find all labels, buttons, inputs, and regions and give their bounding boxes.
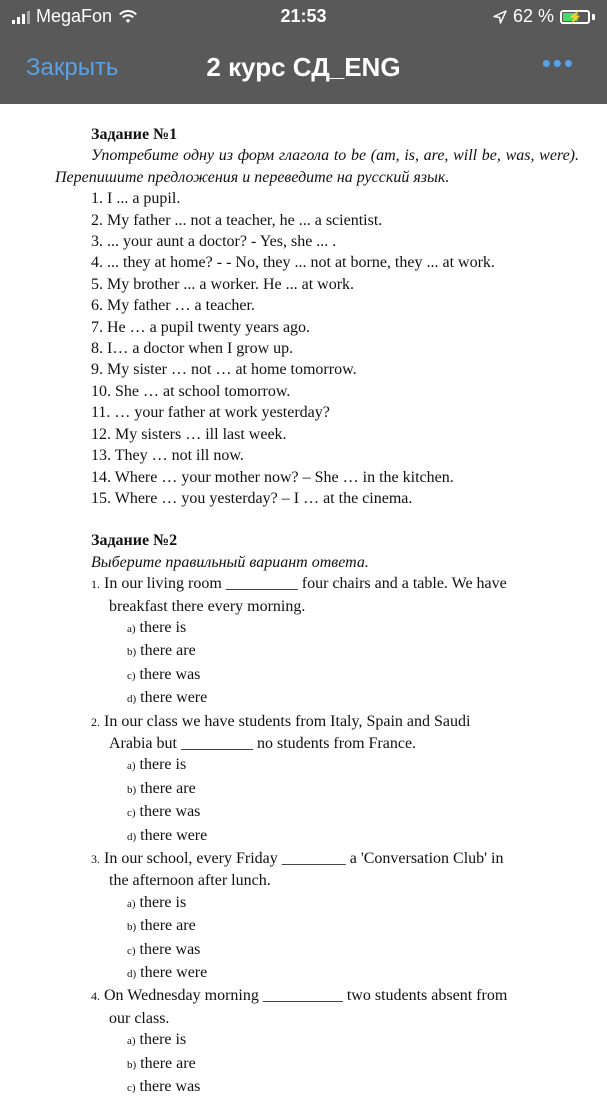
task1-instruction: Употребите одну из форм глагола to be (am, is, are, will be, was, were). Перепишите предложения и переведите на русский язык. — [55, 147, 579, 186]
question-text-line2: breakfast there every morning. — [109, 597, 306, 615]
question-number: 1. — [91, 577, 100, 592]
question-text-line1: In our class we have students from Italy, Spain and Saudi — [104, 712, 471, 730]
answer-option — [0, 640, 607, 663]
option-text: there was — [139, 803, 201, 821]
answer-option — [0, 664, 607, 687]
question-text-line2: the afternoon after lunch. — [109, 872, 271, 890]
battery-icon: ⚡ — [560, 10, 590, 24]
option-text: there is — [139, 1031, 187, 1049]
battery-percent: 62 % — [512, 6, 554, 26]
option-text: there are — [140, 1054, 196, 1072]
option-text: there was — [139, 940, 201, 958]
option-letter: b) — [127, 646, 137, 659]
nav-bar — [0, 42, 607, 94]
question-text-line1: On Wednesday morning __________ two students absent from — [104, 987, 508, 1005]
option-text: there was — [139, 1078, 201, 1096]
option-letter: d) — [127, 968, 137, 981]
option-text: there were — [140, 689, 208, 707]
option-letter: b) — [127, 783, 137, 796]
task1-sentence: 9. My sister … not … at home tomorrow. — [91, 361, 357, 379]
task2-question — [0, 848, 607, 892]
answer-option — [0, 892, 607, 915]
task2-question — [0, 711, 607, 755]
status-right — [493, 6, 595, 27]
task1-sentence: 8. I… a doctor when I grow up. — [91, 340, 294, 358]
task1-sentence: 15. Where … you yesterday? – I … at the cinema. — [91, 489, 413, 507]
answer-option — [0, 825, 607, 848]
question-number: 3. — [91, 852, 100, 866]
question-text-line1: In our school, every Friday ________ a 'Conversation Club' in — [104, 850, 504, 867]
task1-sentence: 1. I ... a pupil. — [91, 190, 181, 208]
answer-option — [0, 1053, 607, 1076]
task1-heading: Задание №1 — [91, 126, 178, 143]
answer-option — [0, 754, 607, 777]
question-text-line2: our class. — [109, 1009, 170, 1027]
option-text: there are — [140, 642, 196, 660]
close-button[interactable]: Закрыть — [26, 54, 119, 81]
option-letter: d) — [127, 693, 137, 706]
task1-sentence: 6. My father … a teacher. — [91, 297, 255, 315]
status-time: 21:53 — [280, 6, 327, 26]
task2-question-list — [0, 573, 607, 1099]
answer-option — [0, 939, 607, 962]
option-text: there is — [139, 893, 187, 911]
option-letter: c) — [127, 944, 136, 957]
task1-sentence: 4. ... they at home? - - No, they ... not at borne, they ... at work. — [91, 254, 495, 272]
answer-option — [0, 687, 607, 710]
question-text-line1: In our living room _________ four chairs and a table. We have — [104, 575, 507, 593]
option-letter: a) — [127, 622, 136, 635]
task1-sentence: 5. My brother ... a worker. He ... at work. — [91, 275, 355, 293]
top-bar — [0, 0, 607, 104]
task1-sentence: 12. My sisters … ill last week. — [91, 425, 287, 443]
question-number: 2. — [91, 714, 100, 729]
task1-sentence: 3. ... your aunt a doctor? - Yes, she ... . — [91, 233, 337, 251]
answer-option — [0, 915, 607, 938]
task1-sentence: 14. Where … your mother now? – She … in the kitchen. — [91, 468, 454, 486]
option-letter: b) — [127, 1058, 137, 1071]
question-text-line2: Arabia but _________ no students from France. — [109, 734, 417, 752]
document-viewer[interactable] — [0, 104, 607, 1096]
task2-instruction: Выберите правильный вариант ответа. — [91, 553, 369, 571]
answer-option — [0, 1029, 607, 1052]
answer-option — [0, 962, 607, 985]
more-options-button[interactable]: ••• — [541, 48, 575, 78]
option-text: there are — [140, 779, 196, 797]
option-text: there was — [139, 665, 201, 683]
task2-question — [0, 573, 607, 617]
option-letter: a) — [127, 1035, 136, 1048]
option-text: there is — [139, 618, 187, 636]
option-letter: d) — [127, 830, 137, 843]
answer-option — [0, 778, 607, 801]
task1-sentence: 7. He … a pupil twenty years ago. — [91, 318, 311, 336]
option-letter: a) — [127, 760, 136, 773]
location-arrow-icon — [493, 10, 507, 24]
task1-sentence: 10. She … at school tomorrow. — [91, 382, 291, 400]
task1-sentence: 11. … your father at work yesterday? — [91, 404, 330, 422]
task1-sentence: 2. My father ... not a teacher, he ... a scientist. — [91, 211, 383, 229]
document-title: 2 курс СД_ENG — [206, 52, 401, 82]
option-text: there were — [140, 964, 208, 982]
answer-option — [0, 617, 607, 640]
option-text: there is — [139, 756, 187, 774]
question-number: 4. — [91, 989, 100, 1004]
task2-heading: Задание №2 — [91, 532, 178, 550]
task1-sentence: 13. They … not ill now. — [91, 447, 244, 465]
carrier-name: MegaFon — [36, 6, 113, 26]
status-bar — [0, 0, 607, 34]
task1-sentence-list — [0, 188, 607, 509]
option-letter: c) — [127, 1082, 136, 1095]
option-letter: c) — [127, 669, 136, 682]
option-text: there are — [140, 917, 196, 935]
answer-option — [0, 801, 607, 824]
option-letter: a) — [127, 897, 136, 910]
task2-question — [0, 985, 607, 1029]
option-letter: c) — [127, 807, 136, 820]
option-letter: b) — [127, 921, 137, 934]
option-text: there were — [140, 826, 208, 844]
